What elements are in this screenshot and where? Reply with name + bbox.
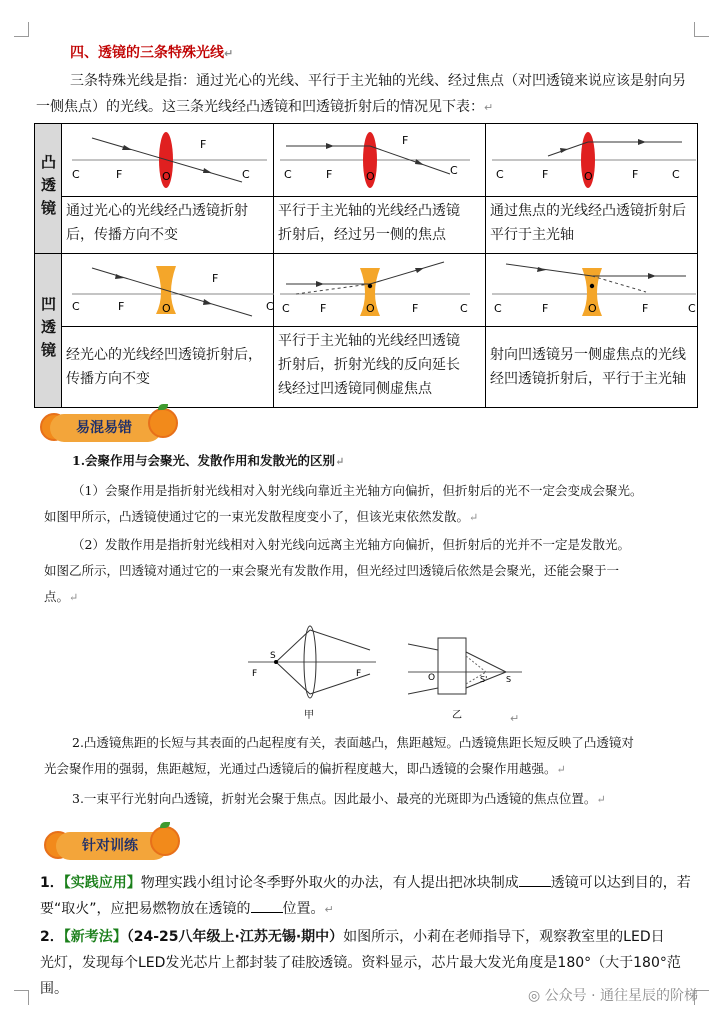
convex-desc-focus: 通过焦点的光线经凸透镜折射后 平行于主光轴 [486,197,698,254]
concave-diagram-parallel [274,254,486,327]
blank-2[interactable] [251,912,283,913]
intro-paragraph [36,68,710,121]
convex-diagram-focus [486,124,698,197]
label-c-left: C [282,302,290,315]
label-o: O [366,302,375,315]
label-c-left: C [72,168,80,181]
intro-line-1: 三条特殊光线是指：通过光心的光线、平行于主光轴的光线、经过焦点（对凹透镜来说应该是射向另 [70,73,686,89]
lens-ray-table [34,123,698,408]
item3: 3.一束平行光射向凸透镜，折射光会聚于焦点。因此最小、最亮的光斑即为凸透镜的焦点位置。↵ [72,791,606,806]
convex-focus-ray-diagram [486,124,702,192]
question-1 [40,870,700,923]
footer-watermark: ◎ 公众号 · 通往星辰的阶梯 [527,988,698,1004]
item1-title: 1.会聚作用与会聚光、发散作用和发散光的区别↵ [72,453,345,468]
figure-jia [248,622,378,722]
label-o: O [588,302,597,315]
p2-line-3: 点。↵ [44,589,79,604]
label-f-left: F [326,168,333,181]
label-c-right: C [450,164,458,177]
label-f-left: F [252,669,258,679]
label-f-right: F [412,302,419,315]
concave-diagram-center [62,254,274,327]
label-f-left: F [542,302,549,315]
label-o: O [162,302,171,315]
label-f-left: F [118,300,125,313]
q1-line-1: 1．【实践应用】物理实践小组讨论冬季野外取火的办法，有人提出把冰块制成 透镜可以达到目的，若 [40,875,691,891]
label-c-left: C [496,168,504,181]
label-f-left: F [320,302,327,315]
question-2: 2．【新考法】（24-25八年级上·江苏无锡·期中）如图所示，小莉在老师指导下，观察教室里的LED日 光灯，发现每个LED发光芯片上都封装了硅胶透镜。资料显示，芯片最大发光角度是180°（大于180°范围。 [40,924,700,1002]
convex-lens-label: 凸透镜 [35,124,62,254]
q1-line-2: 要“取火”，应把易燃物放在透镜的 位置。↵ [40,901,334,917]
convex-diagram-parallel [274,124,486,197]
blank-1[interactable] [519,886,551,887]
label-c-right: C [460,302,468,315]
label-f-right: F [402,134,409,147]
figure-return-mark: ↵ [510,712,520,725]
concave-parallel-ray-diagram [274,254,474,322]
intro-line-2: 一侧焦点）的光线。这三条光线经凸透镜和凹透镜折射后的情况见下表：↵ [36,99,494,115]
concave-desc-parallel: 平行于主光轴的光线经凹透镜 折射后，折射光线的反向延长 线经过凹透镜同侧虚焦点 [274,327,486,408]
label-o: O [428,673,436,683]
label-f-right: F [212,272,219,285]
convex-diagram-center [62,124,274,197]
q2-line-1: 2．【新考法】（24-25八年级上·江苏无锡·期中）如图所示，小莉在老师指导下，观察教室里的LED日 [40,929,665,945]
label-o: O [162,170,171,183]
label-f-right: F [642,302,649,315]
paragraph-1: （1）会聚作用是指折射光线相对入射光线向靠近主光轴方向偏折，但折射后的光不一定会变成会聚光。 如图甲所示，凸透镜使通过它的一束光发散程度变小了，但该光束依然发散。↵ [44,478,704,531]
crop-mark-bottom-left [14,990,29,1005]
label-c-left: C [494,302,502,315]
convex-desc-center: 通过光心的光线经凸透镜折射 后，传播方向不变 [62,197,274,254]
label-c-right: C [242,168,250,181]
section-title: 四、透镜的三条特殊光线↵ [70,45,234,61]
concave-lens-label: 凹透镜 [35,254,62,408]
label-o: O [584,170,593,183]
label-s-prime: S' [480,675,488,684]
label-s: S [270,651,276,661]
concave-focus-ray-diagram [486,254,702,322]
concave-desc-center: 经光心的光线经凹透镜折射后， 传播方向不变 [62,327,274,408]
label-f-right: F [356,669,362,679]
label-c-right: C [672,168,680,181]
label-yi: 乙 [452,710,462,721]
label-c-right: C [266,300,274,313]
wechat-icon: ◎ [527,988,545,1004]
item2: 2.凸透镜焦距的长短与其表面的凸起程度有关，表面越凸，焦距越短。凸透镜焦距长短反映了凸透镜对 光会聚作用的强弱，焦距越短，光通过凸透镜后的偏折程度越大，即凸透镜的会聚作用越强。↵ [44,730,704,783]
badge-confuse: 易混易错 [50,414,162,442]
label-f-left: F [116,168,123,181]
figure-yi [408,632,524,722]
crop-mark-top-left [14,22,29,37]
label-f-right: F [200,138,207,151]
badge-training: 针对训练 [56,832,168,860]
p1-line-2: 如图甲所示，凸透镜使通过它的一束光发散程度变小了，但该光束依然发散。↵ [44,509,479,524]
label-f-right: F [632,168,639,181]
crop-mark-top-right [694,22,709,37]
label-c-right: C [688,302,696,315]
convex-center-ray-diagram [62,124,278,192]
label-jia: 甲 [304,710,314,721]
label-s: S [506,675,512,684]
orange-icon-right [148,408,178,438]
convex-desc-parallel: 平行于主光轴的光线经凸透镜 折射后，经过另一侧的焦点 [274,197,486,254]
concave-desc-focus: 射向凹透镜另一侧虚焦点的光线 经凹透镜折射后，平行于主光轴 [486,327,698,408]
item2-line-2: 光会聚作用的强弱，焦距越短，光通过凸透镜后的偏折程度越大，即凸透镜的会聚作用越强。↵ [44,761,566,776]
orange-icon-right [150,826,180,856]
concave-diagram-focus [486,254,698,327]
label-f-left: F [542,168,549,181]
paragraph-2: （2）发散作用是指折射光线相对入射光线向远离主光轴方向偏折，但折射后的光并不一定是发散光。 如图乙所示，凹透镜对通过它的一束会聚光有发散作用，但光经过凹透镜后依然是会聚光，还能会聚于一 点。↵ [44,532,704,611]
label-c-left: C [72,300,80,313]
label-o: O [366,170,375,183]
label-c-left: C [284,168,292,181]
concave-center-ray-diagram [62,254,278,322]
convex-parallel-ray-diagram [274,124,474,192]
